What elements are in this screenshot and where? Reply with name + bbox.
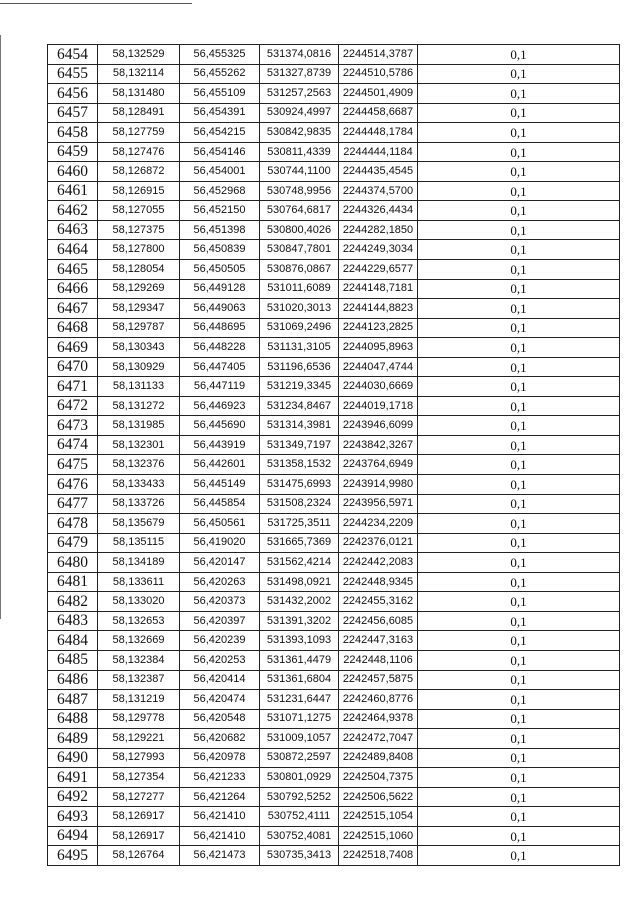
table-row xyxy=(48,514,620,534)
longitude-cell: 56,420239 xyxy=(180,631,260,651)
accuracy-cell: 0,1 xyxy=(418,220,620,240)
accuracy-cell: 0,1 xyxy=(418,846,620,866)
accuracy-cell: 0,1 xyxy=(418,787,620,807)
y-coordinate-cell: 2242515,1054 xyxy=(339,807,418,827)
y-coordinate-cell: 2242457,5875 xyxy=(339,670,418,690)
accuracy-cell: 0,1 xyxy=(418,416,620,436)
latitude-cell: 58,129347 xyxy=(98,299,180,319)
table-row xyxy=(48,787,620,807)
longitude-cell: 56,450839 xyxy=(180,240,260,260)
table-row xyxy=(48,396,620,416)
x-coordinate-cell: 531234,8467 xyxy=(260,396,339,416)
point-number-cell: 6481 xyxy=(48,572,98,592)
y-coordinate-cell: 2242518,7408 xyxy=(339,846,418,866)
latitude-cell: 58,131272 xyxy=(98,396,180,416)
table-row xyxy=(48,299,620,319)
table-row xyxy=(48,279,620,299)
point-number-cell: 6484 xyxy=(48,631,98,651)
latitude-cell: 58,128054 xyxy=(98,260,180,280)
table-row xyxy=(48,826,620,846)
latitude-cell: 58,126872 xyxy=(98,162,180,182)
x-coordinate-cell: 530764,6817 xyxy=(260,201,339,221)
point-number-cell: 6469 xyxy=(48,338,98,358)
longitude-cell: 56,421410 xyxy=(180,826,260,846)
accuracy-cell: 0,1 xyxy=(418,64,620,84)
table-row xyxy=(48,553,620,573)
y-coordinate-cell: 2244458,6687 xyxy=(339,103,418,123)
table-row xyxy=(48,807,620,827)
longitude-cell: 56,421233 xyxy=(180,768,260,788)
x-coordinate-cell: 530847,7801 xyxy=(260,240,339,260)
x-coordinate-cell: 530811,4339 xyxy=(260,142,339,162)
latitude-cell: 58,132529 xyxy=(98,45,180,65)
x-coordinate-cell: 531393,1093 xyxy=(260,631,339,651)
accuracy-cell: 0,1 xyxy=(418,533,620,553)
x-coordinate-cell: 531358,1532 xyxy=(260,455,339,475)
table-row xyxy=(48,45,620,65)
y-coordinate-cell: 2243914,9980 xyxy=(339,475,418,495)
table-row xyxy=(48,220,620,240)
table-row xyxy=(48,709,620,729)
latitude-cell: 58,127993 xyxy=(98,748,180,768)
x-coordinate-cell: 531257,2563 xyxy=(260,84,339,104)
longitude-cell: 56,452968 xyxy=(180,181,260,201)
accuracy-cell: 0,1 xyxy=(418,45,620,65)
y-coordinate-cell: 2244030,6669 xyxy=(339,377,418,397)
latitude-cell: 58,131985 xyxy=(98,416,180,436)
accuracy-cell: 0,1 xyxy=(418,84,620,104)
x-coordinate-cell: 530735,3413 xyxy=(260,846,339,866)
table-row xyxy=(48,260,620,280)
longitude-cell: 56,445690 xyxy=(180,416,260,436)
point-number-cell: 6489 xyxy=(48,729,98,749)
latitude-cell: 58,130929 xyxy=(98,357,180,377)
x-coordinate-cell: 531374,0816 xyxy=(260,45,339,65)
y-coordinate-cell: 2243842,3267 xyxy=(339,435,418,455)
latitude-cell: 58,128491 xyxy=(98,103,180,123)
y-coordinate-cell: 2244019,1718 xyxy=(339,396,418,416)
x-coordinate-cell: 531361,6804 xyxy=(260,670,339,690)
x-coordinate-cell: 530752,4081 xyxy=(260,826,339,846)
y-coordinate-cell: 2242464,9378 xyxy=(339,709,418,729)
latitude-cell: 58,126915 xyxy=(98,181,180,201)
longitude-cell: 56,449128 xyxy=(180,279,260,299)
y-coordinate-cell: 2243764,6949 xyxy=(339,455,418,475)
y-coordinate-cell: 2244229,6577 xyxy=(339,260,418,280)
longitude-cell: 56,420414 xyxy=(180,670,260,690)
latitude-cell: 58,133020 xyxy=(98,592,180,612)
point-number-cell: 6474 xyxy=(48,435,98,455)
x-coordinate-cell: 531665,7369 xyxy=(260,533,339,553)
table-row xyxy=(48,84,620,104)
y-coordinate-cell: 2242448,1106 xyxy=(339,650,418,670)
y-coordinate-cell: 2244047,4744 xyxy=(339,357,418,377)
table-row xyxy=(48,142,620,162)
latitude-cell: 58,133611 xyxy=(98,572,180,592)
x-coordinate-cell: 531361,4479 xyxy=(260,650,339,670)
y-coordinate-cell: 2244234,2209 xyxy=(339,514,418,534)
y-coordinate-cell: 2244095,8963 xyxy=(339,338,418,358)
y-coordinate-cell: 2242506,5622 xyxy=(339,787,418,807)
y-coordinate-cell: 2243946,6099 xyxy=(339,416,418,436)
x-coordinate-cell: 530801,0929 xyxy=(260,768,339,788)
accuracy-cell: 0,1 xyxy=(418,181,620,201)
y-coordinate-cell: 2242472,7047 xyxy=(339,729,418,749)
longitude-cell: 56,445149 xyxy=(180,475,260,495)
longitude-cell: 56,419020 xyxy=(180,533,260,553)
x-coordinate-cell: 531498,0921 xyxy=(260,572,339,592)
y-coordinate-cell: 2244374,5700 xyxy=(339,181,418,201)
table-row xyxy=(48,240,620,260)
x-coordinate-cell: 530876,0867 xyxy=(260,260,339,280)
point-number-cell: 6465 xyxy=(48,260,98,280)
longitude-cell: 56,448695 xyxy=(180,318,260,338)
x-coordinate-cell: 531131,3105 xyxy=(260,338,339,358)
x-coordinate-cell: 531432,2002 xyxy=(260,592,339,612)
point-number-cell: 6456 xyxy=(48,84,98,104)
y-coordinate-cell: 2242455,3162 xyxy=(339,592,418,612)
latitude-cell: 58,129778 xyxy=(98,709,180,729)
point-number-cell: 6486 xyxy=(48,670,98,690)
accuracy-cell: 0,1 xyxy=(418,299,620,319)
longitude-cell: 56,420682 xyxy=(180,729,260,749)
x-coordinate-cell: 531196,6536 xyxy=(260,357,339,377)
x-coordinate-cell: 530752,4111 xyxy=(260,807,339,827)
coordinates-table xyxy=(47,44,620,866)
latitude-cell: 58,127800 xyxy=(98,240,180,260)
table-row xyxy=(48,533,620,553)
longitude-cell: 56,420373 xyxy=(180,592,260,612)
table-row xyxy=(48,416,620,436)
point-number-cell: 6463 xyxy=(48,220,98,240)
y-coordinate-cell: 2244282,1850 xyxy=(339,220,418,240)
point-number-cell: 6460 xyxy=(48,162,98,182)
table-row xyxy=(48,494,620,514)
table-row xyxy=(48,103,620,123)
latitude-cell: 58,129269 xyxy=(98,279,180,299)
longitude-cell: 56,420474 xyxy=(180,690,260,710)
table-row xyxy=(48,768,620,788)
point-number-cell: 6467 xyxy=(48,299,98,319)
longitude-cell: 56,454001 xyxy=(180,162,260,182)
longitude-cell: 56,452150 xyxy=(180,201,260,221)
accuracy-cell: 0,1 xyxy=(418,670,620,690)
longitude-cell: 56,450561 xyxy=(180,514,260,534)
longitude-cell: 56,420263 xyxy=(180,572,260,592)
point-number-cell: 6462 xyxy=(48,201,98,221)
accuracy-cell: 0,1 xyxy=(418,729,620,749)
latitude-cell: 58,131133 xyxy=(98,377,180,397)
x-coordinate-cell: 530792,5252 xyxy=(260,787,339,807)
latitude-cell: 58,132376 xyxy=(98,455,180,475)
point-number-cell: 6478 xyxy=(48,514,98,534)
y-coordinate-cell: 2244144,8823 xyxy=(339,299,418,319)
longitude-cell: 56,455109 xyxy=(180,84,260,104)
longitude-cell: 56,420147 xyxy=(180,553,260,573)
accuracy-cell: 0,1 xyxy=(418,514,620,534)
accuracy-cell: 0,1 xyxy=(418,357,620,377)
table-row xyxy=(48,377,620,397)
longitude-cell: 56,449063 xyxy=(180,299,260,319)
table-row xyxy=(48,592,620,612)
accuracy-cell: 0,1 xyxy=(418,435,620,455)
table-row xyxy=(48,338,620,358)
latitude-cell: 58,133433 xyxy=(98,475,180,495)
point-number-cell: 6472 xyxy=(48,396,98,416)
y-coordinate-cell: 2242442,2083 xyxy=(339,553,418,573)
y-coordinate-cell: 2242448,9345 xyxy=(339,572,418,592)
latitude-cell: 58,132384 xyxy=(98,650,180,670)
y-coordinate-cell: 2244448,1784 xyxy=(339,123,418,143)
latitude-cell: 58,129787 xyxy=(98,318,180,338)
latitude-cell: 58,127375 xyxy=(98,220,180,240)
longitude-cell: 56,455325 xyxy=(180,45,260,65)
point-number-cell: 6495 xyxy=(48,846,98,866)
accuracy-cell: 0,1 xyxy=(418,396,620,416)
x-coordinate-cell: 530842,9835 xyxy=(260,123,339,143)
x-coordinate-cell: 531562,4214 xyxy=(260,553,339,573)
accuracy-cell: 0,1 xyxy=(418,611,620,631)
point-number-cell: 6455 xyxy=(48,64,98,84)
latitude-cell: 58,126764 xyxy=(98,846,180,866)
point-number-cell: 6488 xyxy=(48,709,98,729)
y-coordinate-cell: 2244514,3787 xyxy=(339,45,418,65)
point-number-cell: 6468 xyxy=(48,318,98,338)
y-coordinate-cell: 2242460,8776 xyxy=(339,690,418,710)
latitude-cell: 58,132387 xyxy=(98,670,180,690)
accuracy-cell: 0,1 xyxy=(418,201,620,221)
point-number-cell: 6490 xyxy=(48,748,98,768)
point-number-cell: 6477 xyxy=(48,494,98,514)
x-coordinate-cell: 530924,4997 xyxy=(260,103,339,123)
latitude-cell: 58,126917 xyxy=(98,807,180,827)
longitude-cell: 56,448228 xyxy=(180,338,260,358)
accuracy-cell: 0,1 xyxy=(418,768,620,788)
point-number-cell: 6482 xyxy=(48,592,98,612)
longitude-cell: 56,420978 xyxy=(180,748,260,768)
point-number-cell: 6476 xyxy=(48,475,98,495)
point-number-cell: 6491 xyxy=(48,768,98,788)
accuracy-cell: 0,1 xyxy=(418,377,620,397)
accuracy-cell: 0,1 xyxy=(418,553,620,573)
longitude-cell: 56,447405 xyxy=(180,357,260,377)
accuracy-cell: 0,1 xyxy=(418,631,620,651)
y-coordinate-cell: 2244148,7181 xyxy=(339,279,418,299)
longitude-cell: 56,442601 xyxy=(180,455,260,475)
y-coordinate-cell: 2244501,4909 xyxy=(339,84,418,104)
latitude-cell: 58,134189 xyxy=(98,553,180,573)
x-coordinate-cell: 531011,6089 xyxy=(260,279,339,299)
latitude-cell: 58,132653 xyxy=(98,611,180,631)
point-number-cell: 6485 xyxy=(48,650,98,670)
top-rule xyxy=(0,3,192,4)
point-number-cell: 6458 xyxy=(48,123,98,143)
longitude-cell: 56,450505 xyxy=(180,260,260,280)
latitude-cell: 58,127476 xyxy=(98,142,180,162)
x-coordinate-cell: 530800,4026 xyxy=(260,220,339,240)
accuracy-cell: 0,1 xyxy=(418,748,620,768)
x-coordinate-cell: 531391,3202 xyxy=(260,611,339,631)
accuracy-cell: 0,1 xyxy=(418,690,620,710)
accuracy-cell: 0,1 xyxy=(418,338,620,358)
latitude-cell: 58,131219 xyxy=(98,690,180,710)
latitude-cell: 58,132669 xyxy=(98,631,180,651)
y-coordinate-cell: 2244435,4545 xyxy=(339,162,418,182)
longitude-cell: 56,447119 xyxy=(180,377,260,397)
y-coordinate-cell: 2242447,3163 xyxy=(339,631,418,651)
table-row xyxy=(48,690,620,710)
latitude-cell: 58,127354 xyxy=(98,768,180,788)
longitude-cell: 56,420548 xyxy=(180,709,260,729)
table-row xyxy=(48,64,620,84)
point-number-cell: 6492 xyxy=(48,787,98,807)
longitude-cell: 56,451398 xyxy=(180,220,260,240)
table-row xyxy=(48,846,620,866)
x-coordinate-cell: 531009,1057 xyxy=(260,729,339,749)
accuracy-cell: 0,1 xyxy=(418,807,620,827)
point-number-cell: 6480 xyxy=(48,553,98,573)
longitude-cell: 56,454146 xyxy=(180,142,260,162)
point-number-cell: 6454 xyxy=(48,45,98,65)
point-number-cell: 6475 xyxy=(48,455,98,475)
point-number-cell: 6473 xyxy=(48,416,98,436)
point-number-cell: 6459 xyxy=(48,142,98,162)
point-number-cell: 6471 xyxy=(48,377,98,397)
longitude-cell: 56,443919 xyxy=(180,435,260,455)
longitude-cell: 56,421473 xyxy=(180,846,260,866)
latitude-cell: 58,127277 xyxy=(98,787,180,807)
accuracy-cell: 0,1 xyxy=(418,455,620,475)
accuracy-cell: 0,1 xyxy=(418,142,620,162)
x-coordinate-cell: 530872,2597 xyxy=(260,748,339,768)
accuracy-cell: 0,1 xyxy=(418,650,620,670)
y-coordinate-cell: 2243956,5971 xyxy=(339,494,418,514)
y-coordinate-cell: 2242515,1060 xyxy=(339,826,418,846)
x-coordinate-cell: 531475,6993 xyxy=(260,475,339,495)
longitude-cell: 56,455262 xyxy=(180,64,260,84)
latitude-cell: 58,133726 xyxy=(98,494,180,514)
table-row xyxy=(48,729,620,749)
accuracy-cell: 0,1 xyxy=(418,709,620,729)
accuracy-cell: 0,1 xyxy=(418,279,620,299)
y-coordinate-cell: 2242504,7375 xyxy=(339,768,418,788)
latitude-cell: 58,135115 xyxy=(98,533,180,553)
point-number-cell: 6479 xyxy=(48,533,98,553)
x-coordinate-cell: 531349,7197 xyxy=(260,435,339,455)
latitude-cell: 58,126917 xyxy=(98,826,180,846)
table-row xyxy=(48,670,620,690)
latitude-cell: 58,132301 xyxy=(98,435,180,455)
table-row xyxy=(48,650,620,670)
x-coordinate-cell: 531069,2496 xyxy=(260,318,339,338)
accuracy-cell: 0,1 xyxy=(418,826,620,846)
latitude-cell: 58,127759 xyxy=(98,123,180,143)
longitude-cell: 56,454215 xyxy=(180,123,260,143)
accuracy-cell: 0,1 xyxy=(418,494,620,514)
accuracy-cell: 0,1 xyxy=(418,240,620,260)
y-coordinate-cell: 2242376,0121 xyxy=(339,533,418,553)
accuracy-cell: 0,1 xyxy=(418,572,620,592)
longitude-cell: 56,445854 xyxy=(180,494,260,514)
point-number-cell: 6483 xyxy=(48,611,98,631)
x-coordinate-cell: 531020,3013 xyxy=(260,299,339,319)
page-left-edge xyxy=(0,35,1,619)
y-coordinate-cell: 2244249,3034 xyxy=(339,240,418,260)
table-row xyxy=(48,123,620,143)
table-row xyxy=(48,631,620,651)
longitude-cell: 56,454391 xyxy=(180,103,260,123)
point-number-cell: 6470 xyxy=(48,357,98,377)
point-number-cell: 6493 xyxy=(48,807,98,827)
latitude-cell: 58,130343 xyxy=(98,338,180,358)
table-row xyxy=(48,201,620,221)
latitude-cell: 58,129221 xyxy=(98,729,180,749)
x-coordinate-cell: 531231,6447 xyxy=(260,690,339,710)
table-row xyxy=(48,435,620,455)
x-coordinate-cell: 530748,9956 xyxy=(260,181,339,201)
point-number-cell: 6466 xyxy=(48,279,98,299)
x-coordinate-cell: 530744,1100 xyxy=(260,162,339,182)
table-row xyxy=(48,611,620,631)
longitude-cell: 56,421410 xyxy=(180,807,260,827)
y-coordinate-cell: 2244444,1184 xyxy=(339,142,418,162)
point-number-cell: 6461 xyxy=(48,181,98,201)
y-coordinate-cell: 2242489,8408 xyxy=(339,748,418,768)
y-coordinate-cell: 2244510,5786 xyxy=(339,64,418,84)
accuracy-cell: 0,1 xyxy=(418,103,620,123)
x-coordinate-cell: 531725,3511 xyxy=(260,514,339,534)
table-row xyxy=(48,318,620,338)
table-row xyxy=(48,455,620,475)
accuracy-cell: 0,1 xyxy=(418,162,620,182)
accuracy-cell: 0,1 xyxy=(418,592,620,612)
table-row xyxy=(48,357,620,377)
x-coordinate-cell: 531219,3345 xyxy=(260,377,339,397)
accuracy-cell: 0,1 xyxy=(418,260,620,280)
latitude-cell: 58,132114 xyxy=(98,64,180,84)
y-coordinate-cell: 2244326,4434 xyxy=(339,201,418,221)
latitude-cell: 58,131480 xyxy=(98,84,180,104)
coordinates-table-body xyxy=(48,45,620,866)
table-row xyxy=(48,572,620,592)
y-coordinate-cell: 2244123,2825 xyxy=(339,318,418,338)
point-number-cell: 6487 xyxy=(48,690,98,710)
x-coordinate-cell: 531071,1275 xyxy=(260,709,339,729)
table-row xyxy=(48,475,620,495)
accuracy-cell: 0,1 xyxy=(418,318,620,338)
y-coordinate-cell: 2242456,6085 xyxy=(339,611,418,631)
x-coordinate-cell: 531508,2324 xyxy=(260,494,339,514)
accuracy-cell: 0,1 xyxy=(418,123,620,143)
latitude-cell: 58,135679 xyxy=(98,514,180,534)
x-coordinate-cell: 531327,8739 xyxy=(260,64,339,84)
accuracy-cell: 0,1 xyxy=(418,475,620,495)
x-coordinate-cell: 531314,3981 xyxy=(260,416,339,436)
latitude-cell: 58,127055 xyxy=(98,201,180,221)
longitude-cell: 56,420397 xyxy=(180,611,260,631)
point-number-cell: 6494 xyxy=(48,826,98,846)
point-number-cell: 6457 xyxy=(48,103,98,123)
longitude-cell: 56,446923 xyxy=(180,396,260,416)
table-row xyxy=(48,181,620,201)
table-row xyxy=(48,162,620,182)
point-number-cell: 6464 xyxy=(48,240,98,260)
longitude-cell: 56,420253 xyxy=(180,650,260,670)
longitude-cell: 56,421264 xyxy=(180,787,260,807)
table-row xyxy=(48,748,620,768)
